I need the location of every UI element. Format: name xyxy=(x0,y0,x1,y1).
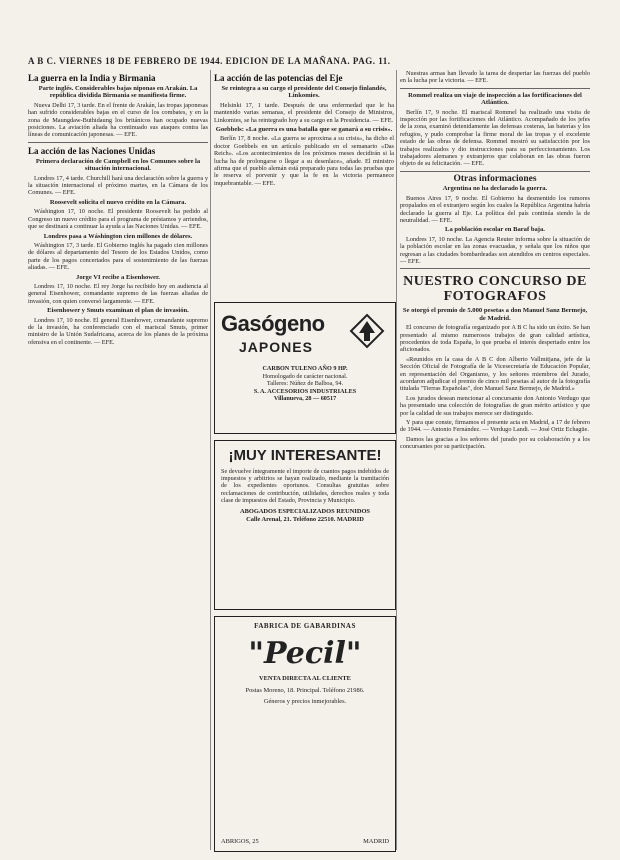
article-headline: La acción de las Naciones Unidas xyxy=(28,145,156,156)
ad-line: Talleres: Núñez de Balboa, 94. xyxy=(266,380,344,388)
article-subhead: Argentina no ha declarado la guerra. xyxy=(442,185,548,193)
article-body: Wáshington 17, 3 tarde. El Gobierno inglés ha pagado cien millones de dólares al departamento del Tesoro de los Estados Unidos, como parte de los pagos concertados para el sostenimiento de las fuerzas aliadas. — EFE. xyxy=(28,241,208,272)
article-subhead: Roosevelt solicita el nuevo crédito en la Cámara. xyxy=(49,198,187,206)
ad-line: MADRID xyxy=(363,838,389,845)
ad-line: VENTA DIRECTA AL CLIENTE xyxy=(259,675,351,682)
ad-line: Villanueva, 28 — 60517 xyxy=(273,395,337,403)
article-body: Damos las gracias a los señores del jurado por su colaboración y a los concursantes por su participación. xyxy=(400,435,590,451)
article-body: «Reunidos en la casa de A B C don Alberto Vallmitjana, jefe de la Sección Oficial de Fotografía de la Vicesecretaría de Educación Popular, en representación del Organismo, y los señores miembros del Jurado, acordaron adjudicar el premio de cinco mil pesetas al autor de la fotografía titulada "Tierras Españolas", don Manuel Sanz Bermejo, de Madrid.» xyxy=(400,355,590,393)
divider xyxy=(400,171,590,172)
column-rule xyxy=(396,70,397,850)
ad-line: Postas Moreno, 18. Principal. Teléfono 21986. xyxy=(245,686,365,694)
ad-foot: Calle Arenal, 21. Teléfono 22510. MADRID xyxy=(246,515,364,523)
article-body: Nueva Delhi 17, 3 tarde. En el frente de Arakán, las tropas japonesas han sufrido considerables bajas en el curso de los combates, y en la zona de Maungdaw-Buthidaung los británicos han ocupado nuevas posiciones. La aviación aliada ha continuado sus ataques contra las líneas de comunicación japonesas. — EFE. xyxy=(28,101,208,139)
ad-brand: "Pecil" xyxy=(248,636,362,671)
article-headline: La guerra en la India y Birmania xyxy=(28,73,156,83)
article-subhead: Parte inglés. Considerables bajas niponas en Arakán. La república dividida Birmania se manifiesta firme. xyxy=(38,85,198,100)
ad-line: Homologado de carácter nacional. xyxy=(262,372,348,380)
article-subhead: Primera declaración de Campbell en los Comunes sobre la situación internacional. xyxy=(35,157,201,173)
ad-brand: Gasógeno xyxy=(221,311,325,336)
article-body: Londres 17, 10 noche. La Agencia Reuter informa sobre la situación de la población escolar en las zonas evacuadas, y señala que los niños que regresan a las ciudades bombardeadas son atendidos en centros especiales. — EFE. xyxy=(400,235,590,265)
divider xyxy=(28,142,208,143)
column-center xyxy=(214,70,394,300)
article-body: Los jurados desean mencionar al concursante don Antonio Verdugo que ha presentado una colección de fotografías de gran mérito artístico y que por la calidad de sus trabajos merece ser distinguido. xyxy=(400,394,590,417)
column-rule xyxy=(210,70,211,850)
advertisement-pecil xyxy=(214,616,396,852)
article-subhead: Londres pasa a Wáshington cien millones de dólares. xyxy=(43,232,193,240)
ad-title: ¡MUY INTERESANTE! xyxy=(228,447,382,464)
article-body: Nuestras armas han llevado la tarea de despertar las fuerzas del pueblo en la lucha por la victoria. — EFE. xyxy=(400,70,590,85)
article-body: Berlín 17, 8 noche. «La guerra se aproxima a su crisis», ha dicho el doctor Goebbels en un artículo publicado en el semanario «Das Reich». «Los acontecimientos de los próximos meses decidirán si la lucha ha de prolongarse o llegar a su desenlace», añade. El ministro afirma que el pueblo alemán está preparado para todas las pruebas que le reserva el porvenir y que la fe en la victoria permanece inquebrantable. — EFE. xyxy=(214,135,394,187)
article-subhead: Se otorgó el premio de 5.000 pesetas a don Manuel Sanz Bermejo, de Madrid. xyxy=(402,307,588,322)
column-right xyxy=(400,70,590,850)
ad-line: S. A. ACCESORIOS INDUSTRIALES xyxy=(253,387,357,395)
advertisement-gasogeno xyxy=(214,302,396,434)
column-left xyxy=(28,70,208,850)
article-headline: La acción de las potencias del Eje xyxy=(214,73,343,83)
ad-brand-sub: JAPONES xyxy=(239,339,313,355)
contest-headline: NUESTRO CONCURSO DE FOTOGRAFOS xyxy=(403,274,587,305)
ad-foot: ABOGADOS ESPECIALIZADOS REUNIDOS xyxy=(240,508,370,516)
article-subhead: La población escolar en Baraf baja. xyxy=(445,226,545,234)
article-body: Helsinki 17, 1 tarde. Después de una enfermedad que le ha mantenido varias semanas, el presidente del Consejo de Ministros, Linkomies, se ha reintegrado hoy a su cargo en la Presidencia. — EFE. xyxy=(214,101,394,124)
article-body: Berlín 17, 9 noche. El mariscal Rommel ha realizado una visita de inspección por las fortificaciones del Atlántico. Acompañado de los jefes de la zona, examinó detenidamente las defensas costeras, las baterías y los refugios, y pudo comprobar la firme moral de las tropas y el excelente estado de las obras de defensa. Rommel mostró su satisfacción por los trabajos realizados y dio instrucciones para su perfeccionamiento. Los trabajadores alemanes y extranjeros que colaboran en las obras fueron objeto de su felicitación. — EFE. xyxy=(400,108,590,168)
ad-line: ABRIGOS, 25 xyxy=(221,838,259,845)
article-subhead: Rommel realiza un viaje de inspección a las fortificaciones del Atlántico. xyxy=(408,91,582,107)
article-subhead: Jorge VI recibe a Eisenhower. xyxy=(76,273,160,281)
divider xyxy=(400,88,590,89)
ad-title: FABRICA DE GABARDINAS xyxy=(254,622,356,630)
article-body: Londres 17, 10 noche. El general Eisenhower, comandante supremo de la invasión, ha conferenciado con el mariscal Smuts, primer ministro de la Unión Sudafricana, acerca de los planes de la próxima ofensiva en el continente. — EFE. xyxy=(28,316,208,346)
article-body: El concurso de fotografía organizado por A B C ha sido un éxito. Se han presentado al mismo numerosos trabajos de gran calidad artística, procedentes de toda España, lo que prueba el interés despertado entre los aficionados. xyxy=(400,324,590,354)
article-subhead: Se reintegra a su cargo el presidente del Consejo finlandés, Linkomies. xyxy=(221,85,387,100)
ad-body: Se devuelve íntegramente el importe de cuantos pagos indebidos de impuestos y arbitrios se hayan realizado, mediante la tramitación de los expedientes oportunos. Consultas gratuitas sobre reclamaciones de contribución, utilidades, derechos reales y toda clase de impuestos del Estado, Provincia y Municipio. xyxy=(221,468,389,504)
article-body: Buenos Aires 17, 9 noche. El Gobierno ha desmentido los rumores propalados en el extranjero según los cuales la República Argentina habría declarado la guerra al Eje. La política del país continúa siendo la de neutralidad. — EFE. xyxy=(400,194,590,224)
ad-line: CARBON TULENO AÑO 9 HP. xyxy=(262,365,348,372)
arrow-emblem-icon xyxy=(349,313,385,349)
advertisement-muy-interesante xyxy=(214,440,396,610)
article-body: Y para que conste, firmamos el presente acta en Madrid, a 17 de febrero de 1944. — Antonio Fernández. — Verdugo Landi. — José Ortiz Echagüe. xyxy=(400,419,590,434)
ad-line: Géneros y precios inmejorables. xyxy=(263,698,347,706)
article-body: Londres 17, 4 tarde. Churchill hará una declaración sobre la guerra y la situación internacional el próximo martes, en la Cámara de los Comunes. — EFE. xyxy=(28,174,208,197)
section-heading: Otras informaciones xyxy=(453,173,537,184)
running-head: A B C. VIERNES 18 DE FEBRERO DE 1944. EDICION DE LA MAÑANA. PAG. 11. xyxy=(28,56,391,66)
divider xyxy=(400,268,590,269)
article-body: Londres 17, 10 noche. El rey Jorge ha recibido hoy en audiencia al general Eisenhower, comandante supremo de las fuerzas aliadas de invasión, con quien conversó largamente. — EFE. xyxy=(28,282,208,305)
article-subhead: Eisenhower y Smuts examinan el plan de invasión. xyxy=(47,307,189,315)
article-subhead: Goebbels: «La guerra es una batalla que se ganará a su crisis». xyxy=(215,126,393,134)
article-body: Wáshington 17, 10 noche. El presidente Roosevelt ha pedido al Congreso un nuevo crédito para el programa de préstamos y arriendos, que se destinará a continuar la ayuda a las Naciones Unidas. — EFE. xyxy=(28,208,208,231)
